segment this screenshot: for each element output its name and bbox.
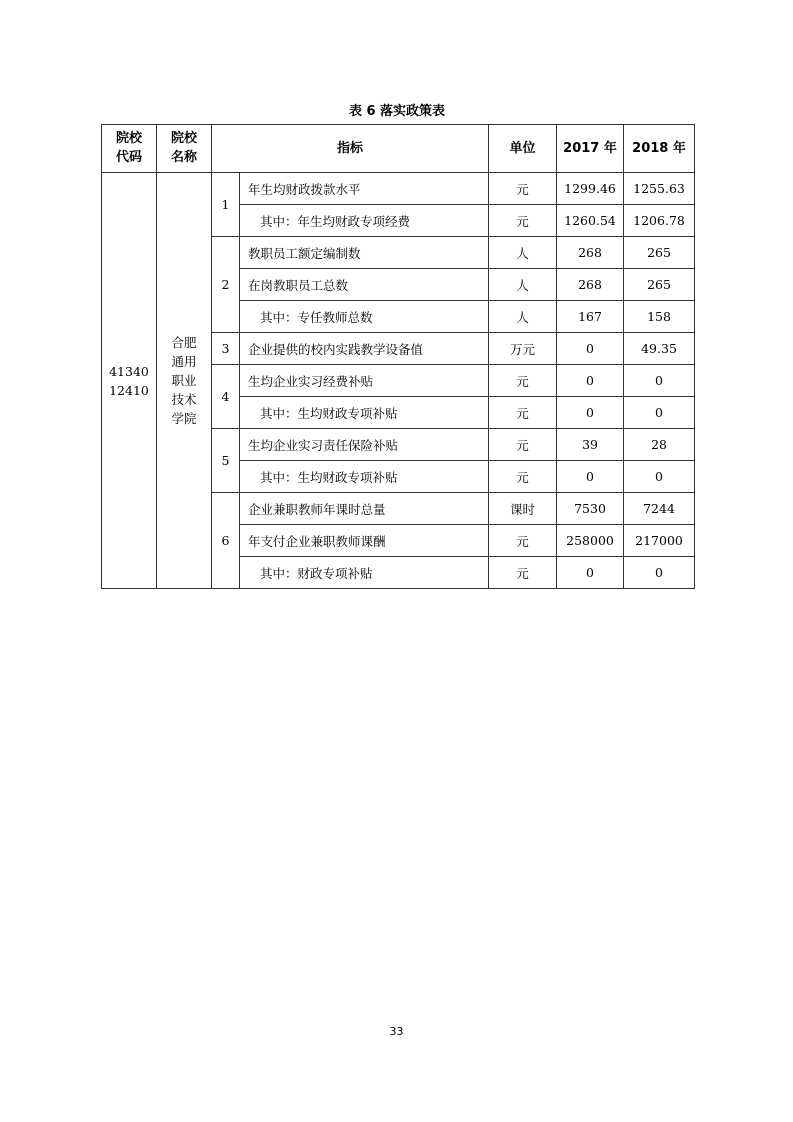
header-2017: 2017 年 xyxy=(557,125,624,173)
indicator-cell: 教职员工额定编制数 xyxy=(240,237,489,269)
group-number: 6 xyxy=(212,493,240,589)
table-row xyxy=(102,173,695,205)
unit-cell: 万元 xyxy=(489,333,557,365)
indicator-cell: 企业提供的校内实践教学设备值 xyxy=(240,333,489,365)
table-caption: 表 6 落实政策表 xyxy=(348,104,446,119)
value-2018-cell: 265 xyxy=(624,269,695,301)
school-code-line2: 12410 xyxy=(109,382,149,398)
indicator-cell: 其中：生均财政专项补贴 xyxy=(240,397,489,429)
value-2018-cell: 265 xyxy=(624,237,695,269)
value-2018-cell: 1255.63 xyxy=(624,173,695,205)
group-number: 4 xyxy=(212,365,240,429)
value-2017-cell: 0 xyxy=(557,333,624,365)
indicator-cell: 其中：年生均财政专项经费 xyxy=(240,205,489,237)
value-2018-cell: 0 xyxy=(624,397,695,429)
header-2018: 2018 年 xyxy=(624,125,695,173)
header-row xyxy=(102,125,695,173)
value-2017-cell: 0 xyxy=(557,397,624,429)
unit-cell: 元 xyxy=(489,557,557,589)
value-2017-cell: 1299.46 xyxy=(557,173,624,205)
value-2017-cell: 268 xyxy=(557,269,624,301)
indicator-cell: 在岗教职员工总数 xyxy=(240,269,489,301)
unit-cell: 元 xyxy=(489,205,557,237)
unit-cell: 人 xyxy=(489,237,557,269)
unit-cell: 人 xyxy=(489,269,557,301)
school-code-line1: 41340 xyxy=(109,363,149,379)
value-2018-cell: 0 xyxy=(624,365,695,397)
value-2018-cell: 0 xyxy=(624,557,695,589)
value-2017-cell: 268 xyxy=(557,237,624,269)
policy-table xyxy=(101,124,695,589)
group-number: 3 xyxy=(212,333,240,365)
school-name-cell: 合肥通用职业技术学院 xyxy=(157,173,212,589)
value-2018-cell: 49.35 xyxy=(624,333,695,365)
header-unit: 单位 xyxy=(489,125,557,173)
indicator-cell: 生均企业实习经费补贴 xyxy=(240,365,489,397)
value-2018-cell: 28 xyxy=(624,429,695,461)
value-2018-cell: 7244 xyxy=(624,493,695,525)
indicator-cell: 其中：生均财政专项补贴 xyxy=(240,461,489,493)
unit-cell: 元 xyxy=(489,397,557,429)
value-2017-cell: 258000 xyxy=(557,525,624,557)
unit-cell: 课时 xyxy=(489,493,557,525)
indicator-cell: 企业兼职教师年课时总量 xyxy=(240,493,489,525)
indicator-cell: 年支付企业兼职教师课酬 xyxy=(240,525,489,557)
unit-cell: 元 xyxy=(489,461,557,493)
page-number: 33 xyxy=(389,1025,404,1038)
group-number: 2 xyxy=(212,237,240,333)
unit-cell: 元 xyxy=(489,365,557,397)
indicator-cell: 年生均财政拨款水平 xyxy=(240,173,489,205)
value-2018-cell: 217000 xyxy=(624,525,695,557)
indicator-cell: 其中：财政专项补贴 xyxy=(240,557,489,589)
indicator-cell: 其中：专任教师总数 xyxy=(240,301,489,333)
value-2018-cell: 1206.78 xyxy=(624,205,695,237)
group-number: 1 xyxy=(212,173,240,237)
unit-cell: 元 xyxy=(489,173,557,205)
value-2018-cell: 0 xyxy=(624,461,695,493)
group-number: 5 xyxy=(212,429,240,493)
value-2017-cell: 0 xyxy=(557,557,624,589)
value-2017-cell: 167 xyxy=(557,301,624,333)
value-2017-cell: 0 xyxy=(557,365,624,397)
unit-cell: 人 xyxy=(489,301,557,333)
value-2018-cell: 158 xyxy=(624,301,695,333)
value-2017-cell: 39 xyxy=(557,429,624,461)
header-indicator: 指标 xyxy=(212,125,489,173)
school-code-cell xyxy=(102,173,157,589)
value-2017-cell: 0 xyxy=(557,461,624,493)
header-school-code: 院校代码 xyxy=(102,125,157,173)
unit-cell: 元 xyxy=(489,525,557,557)
indicator-cell: 生均企业实习责任保险补贴 xyxy=(240,429,489,461)
header-school-name: 院校名称 xyxy=(157,125,212,173)
value-2017-cell: 7530 xyxy=(557,493,624,525)
value-2017-cell: 1260.54 xyxy=(557,205,624,237)
unit-cell: 元 xyxy=(489,429,557,461)
